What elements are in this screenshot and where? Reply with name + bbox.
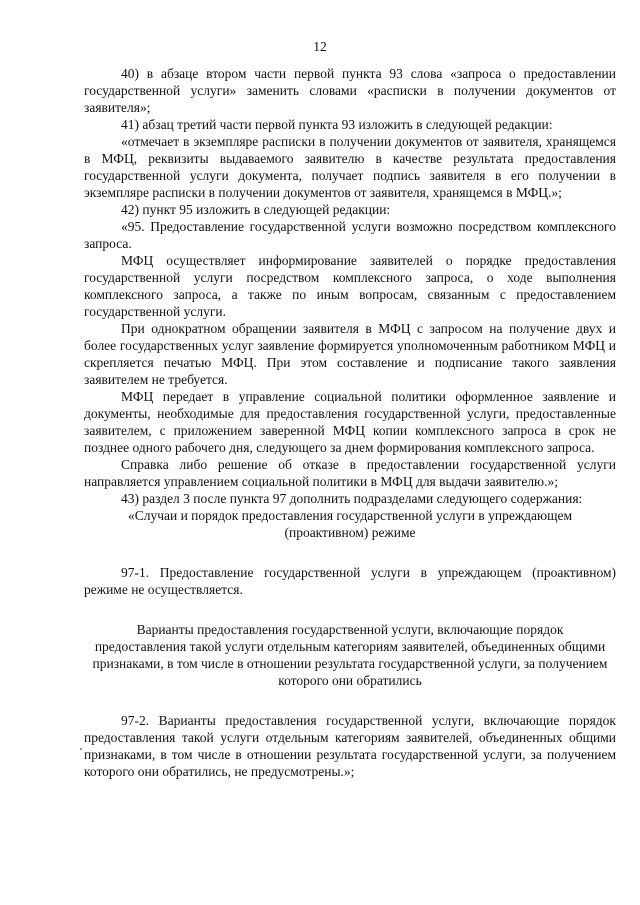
paragraph-mfc-informing: МФЦ осуществляет информирование заявителей о порядке предоставления государственной услуги посредством комплексного запроса, о ходе выполнения комплексного запроса, а также по иным вопросам, связанным с предоставлением государственной услуги. xyxy=(84,253,616,319)
heading-service-variants: Варианты предоставления государственной услуги, включающие порядок предоставления такой услуги отдельным категориям заявителей, объединенных общими признаками, в том числе в отношении результата государственной услуги, за получением которого они обратились xyxy=(92,622,608,688)
paragraph-40: 40) в абзаце втором части первой пункта 93 слова «запроса о предоставлении государственной услуги» заменить словами «расписки в получении документов от заявителя»; xyxy=(84,66,616,115)
scan-speck xyxy=(80,748,82,750)
document-body xyxy=(84,65,616,780)
paragraph-97-1: 97-1. Предоставление государственной услуги в упреждающем (проактивном) режиме не осуществляется. xyxy=(84,565,616,597)
paragraph-95: «95. Предоставление государственной услуги возможно посредством комплексного запроса. xyxy=(84,219,616,251)
page-number: 12 xyxy=(313,39,327,54)
paragraph-97-2: 97-2. Варианты предоставления государственной услуги, включающие порядок предоставления такой услуги отдельным категориям заявителей, объединенных общими признаками, в том числе в отношении результата государственной услуги, за получением которого они обратились, не предусмотрены.»; xyxy=(84,713,616,779)
paragraph-single-request: При однократном обращении заявителя в МФЦ с запросом на получение двух и более государственных услуг заявление формируется уполномоченным работником МФЦ и скрепляется печатью МФЦ. При этом составление и подписание такого заявления заявителем не требуется. xyxy=(84,321,616,387)
paragraph-41-quote: «отмечает в экземпляре расписки в получении документов от заявителя, хранящемся в МФЦ, реквизиты выдаваемого заявителю в качестве результата предоставления государственной услуги документа, получает подпись заявителя в его получении в экземпляре расписки в получении документов от заявителя, хранящемся в МФЦ.»; xyxy=(84,134,616,200)
paragraph-43: 43) раздел 3 после пункта 97 дополнить подразделами следующего содержания: xyxy=(121,491,583,506)
paragraph-42: 42) пункт 95 изложить в следующей редакции: xyxy=(121,202,391,217)
paragraph-certificate: Справка либо решение об отказе в предоставлении государственной услуги направляется управлением социальной политики в МФЦ для выдачи заявителю.»; xyxy=(84,457,616,489)
paragraph-mfc-transfer: МФЦ передает в управление социальной политики оформленное заявление и документы, необходимые для предоставления государственной услуги, предоставленные заявителем, с приложением заверенной МФЦ копии комплексного запроса в срок не позднее одного рабочего дня, следующего за днем формирования комплексного запроса. xyxy=(84,389,616,455)
heading-proactive-mode: «Случаи и порядок предоставления государственной услуги в упреждающем (проактивном) режиме xyxy=(127,508,573,540)
paragraph-41: 41) абзац третий части первой пункта 93 изложить в следующей редакции: xyxy=(121,117,553,132)
